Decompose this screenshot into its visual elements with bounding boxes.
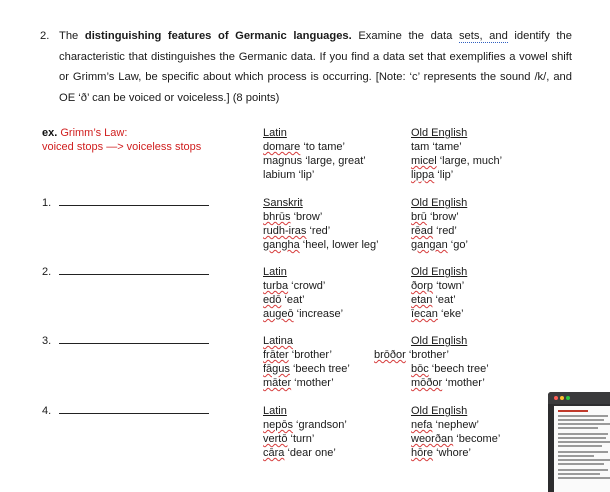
list-item: edō ‘eat’ (263, 294, 305, 306)
list-item: magnus ‘large, great’ (263, 155, 366, 167)
set2-source-column: Latin turba ‘crowd’ edō ‘eat’ augeō ‘increase’ (263, 266, 344, 320)
minimize-dot-icon (560, 396, 564, 400)
set4-source-column: Latin nepōs ‘grandson’ vertō ‘turn’ cāra ‘dear one’ (263, 405, 347, 459)
list-item: micel ‘large, much’ (411, 155, 503, 167)
list-item: cāra ‘dear one’ (263, 447, 336, 459)
answer-blank[interactable] (59, 334, 209, 344)
example-label: ex. Grimm’s Law: voiced stops —> voiceless stops (42, 127, 202, 153)
set3-source-column: Latina frāter ‘brother’ fāgus ‘beech tree’ māter ‘mother’ (263, 335, 350, 389)
list-item: bōc ‘beech tree’ (411, 363, 489, 375)
list-item: bhrūs ‘brow’ (263, 211, 323, 223)
list-item: domare ‘to tame’ (263, 141, 345, 153)
answer-row-4: 4. (42, 404, 209, 418)
question-number: 2. (40, 30, 50, 42)
list-item: rudh-iras ‘red’ (263, 225, 331, 237)
close-dot-icon (554, 396, 558, 400)
list-item: gangan ‘go’ (411, 239, 468, 251)
grammar-flag: sets, and (458, 30, 508, 42)
set2-target-column: Old English ðorp ‘town’ etan ‘eat’ īecan ‘eke’ (411, 266, 468, 320)
example-law: Grimm’s Law: (60, 127, 128, 139)
set3-misplaced-entry: brōðor ‘brother’ (374, 349, 450, 361)
list-item: etan ‘eat’ (411, 294, 456, 306)
list-item: rēad ‘red’ (411, 225, 457, 237)
list-item: nefa ‘nephew’ (411, 419, 479, 431)
question-prompt (40, 26, 572, 108)
list-item: tam ‘tame’ (411, 141, 462, 153)
list-item: māter ‘mother’ (263, 377, 334, 389)
list-item: īecan ‘eke’ (411, 308, 464, 320)
question-body: The distinguishing features of Germanic languages. Examine the data sets, and identify the characteristic that distinguishes the Germanic data. If you find a data set that exemplifies a vowel shift or Grimm’s Law, be specific about which process is occurring. [Note: ‘c’ represents the sound /k/, and OE ‘ð’ can be voiced or voiceless.] (8 points) (59, 30, 572, 104)
list-item: fāgus ‘beech tree’ (263, 363, 350, 375)
set4-target-column: Old English nefa ‘nephew’ weorðan ‘become’ hōre ‘whore’ (411, 405, 501, 459)
list-item: turba ‘crowd’ (263, 280, 326, 292)
answer-blank[interactable] (59, 196, 209, 206)
set1-target-column: Old English brū ‘brow’ rēad ‘red’ gangan ‘go’ (411, 197, 468, 251)
zoom-dot-icon (566, 396, 570, 400)
answer-row-1: 1. (42, 196, 209, 210)
list-item: augeō ‘increase’ (263, 308, 344, 320)
example-description: voiced stops —> voiceless stops (42, 141, 202, 153)
list-item: ðorp ‘town’ (411, 280, 465, 292)
example-source-column: Latin domare ‘to tame’ magnus ‘large, great’ labium ‘lip’ (263, 127, 366, 181)
list-item: lippa ‘lip’ (411, 169, 454, 181)
list-item: brū ‘brow’ (411, 211, 459, 223)
answer-blank[interactable] (59, 404, 209, 414)
example-target-column: Old English tam ‘tame’ micel ‘large, much’ lippa ‘lip’ (411, 127, 503, 181)
list-item: mōðor ‘mother’ (411, 377, 485, 389)
list-item: gangha ‘heel, lower leg’ (263, 239, 379, 251)
thumbnail-page (554, 406, 610, 492)
thumbnail-titlebar (548, 392, 610, 404)
list-item: nepōs ‘grandson’ (263, 419, 347, 431)
question-title: distinguishing features of Germanic languages. (84, 30, 352, 42)
set1-source-column: Sanskrit bhrūs ‘brow’ rudh-iras ‘red’ gangha ‘heel, lower leg’ (263, 197, 379, 251)
list-item (411, 348, 489, 362)
set3-target-column: Old English bōc ‘beech tree’ mōðor ‘mother’ (411, 335, 489, 389)
list-item: weorðan ‘become’ (411, 433, 501, 445)
answer-row-2: 2. (42, 265, 209, 279)
answer-blank[interactable] (59, 265, 209, 275)
answer-row-3: 3. (42, 334, 209, 348)
list-item: labium ‘lip’ (263, 169, 315, 181)
list-item: hōre ‘whore’ (411, 447, 471, 459)
screenshot-thumbnail[interactable] (548, 392, 610, 492)
list-item: vertō ‘turn’ (263, 433, 315, 445)
list-item: frāter ‘brother’ (263, 349, 332, 361)
